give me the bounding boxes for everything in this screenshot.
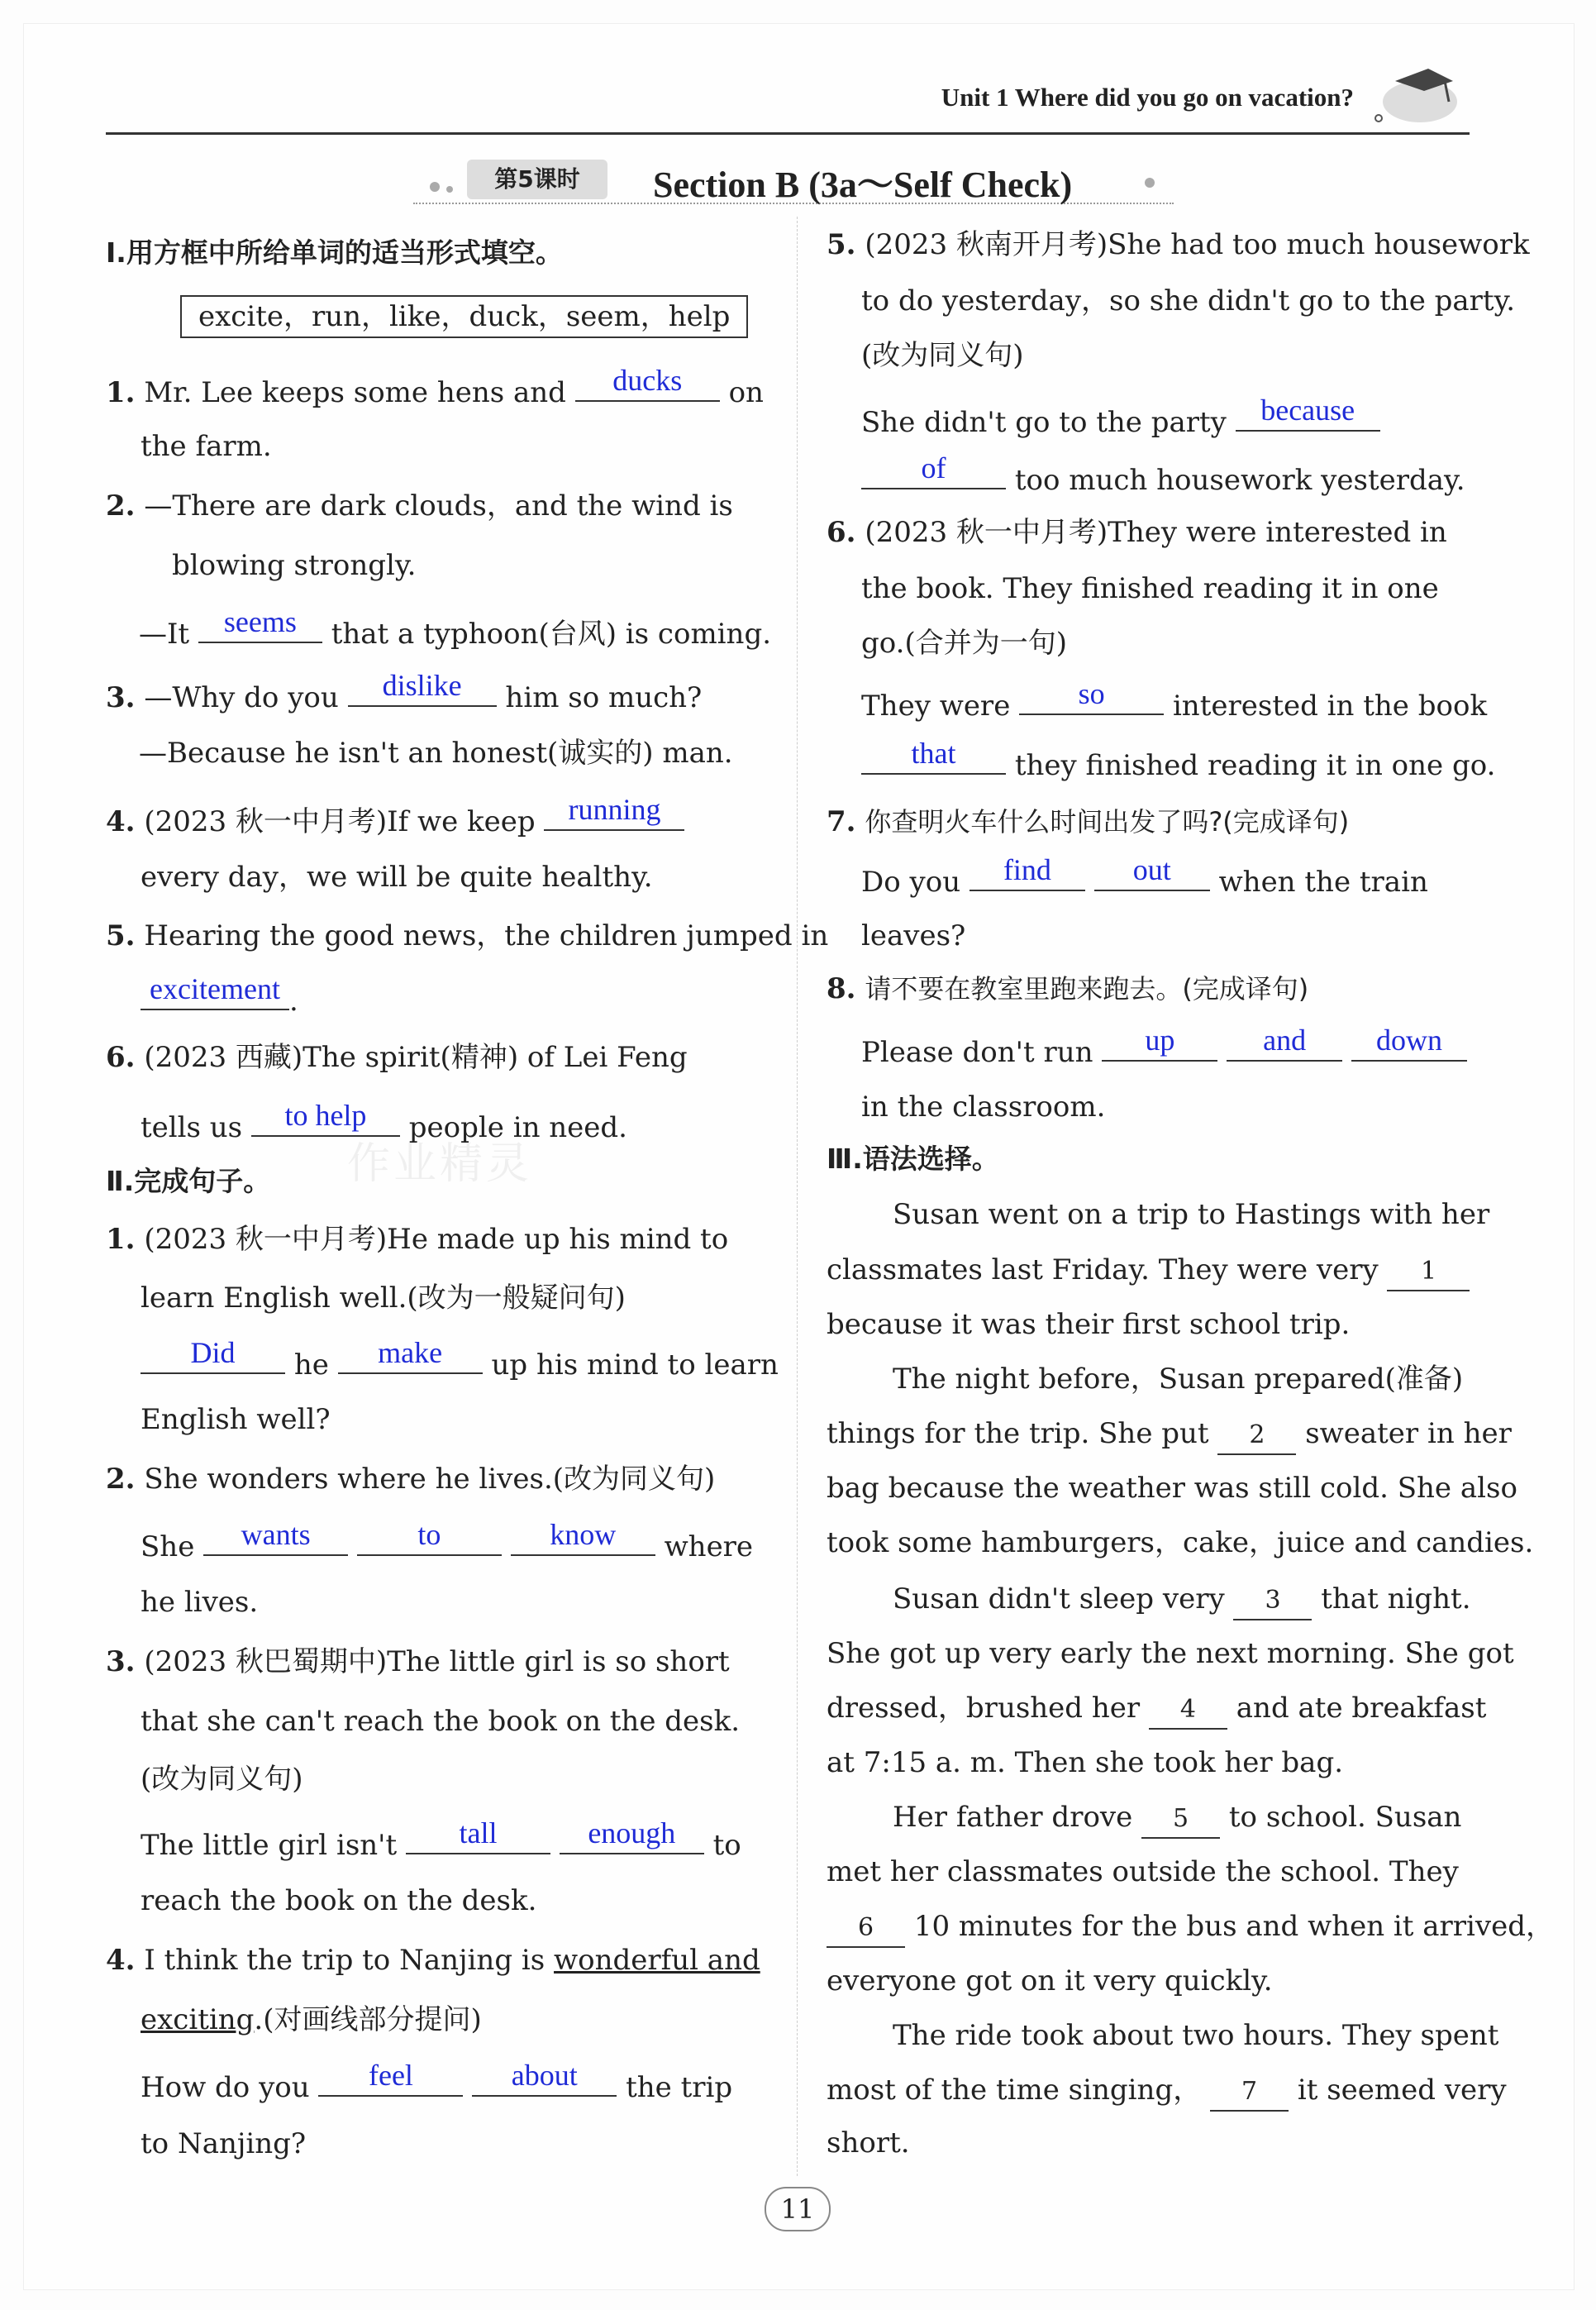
q2-line3: —It seems that a typhoon(台风) is coming. (139, 605, 772, 651)
passage-line: took some hamburgers，cake，juice and candies. (827, 1526, 1534, 1559)
q1-line: 1. Mr. Lee keeps some hens and ducks on (106, 364, 764, 409)
s2-line: 2. She wonders where he lives.(改为同义句) (106, 1463, 716, 1496)
s1-line3: Did he make up his mind to learn (106, 1343, 779, 1383)
s3-line5: reach the book on the desk. (141, 1884, 537, 1917)
grammar-blank[interactable]: 3 (1233, 1582, 1312, 1620)
answer-blank[interactable]: seems (198, 612, 322, 643)
dot-decoration (430, 182, 440, 192)
s1-line: 1. (2023 秋一中月考)He made up his mind to (106, 1223, 729, 1256)
dot-decoration (446, 186, 453, 193)
part2-heading: Ⅱ.完成句子。 (106, 1165, 271, 1197)
passage-line: bag because the weather was still cold. She also (827, 1472, 1517, 1505)
s3-line: 3. (2023 秋巴蜀期中)The little girl is so short (106, 1645, 730, 1678)
q3-line2: —Because he isn't an honest(诚实的) man. (139, 737, 733, 770)
s5-line4: She didn't go to the party because (827, 400, 1380, 441)
s6-line2: the book. They finished reading it in one (861, 572, 1439, 605)
passage-line: Her father drove 5 to school. Susan (893, 1799, 1461, 1839)
s6-line4: They were so interested in the book (861, 677, 1488, 723)
s5-line2: to do yesterday，so she didn't go to the party. (861, 284, 1516, 317)
watermark: 作业精灵 (347, 1139, 533, 1189)
answer-blank[interactable]: down (1351, 1030, 1467, 1062)
s4-line2: exciting.(对画线部分提问) (141, 2003, 482, 2036)
passage-line: short. (827, 2126, 910, 2160)
graduate-cap-decoration-icon (1362, 56, 1470, 131)
s3-line2: that she can't reach the book on the desk. (141, 1705, 741, 1738)
s7-line3: leaves? (861, 919, 966, 952)
passage-line: The night before，Susan prepared(准备) (893, 1363, 1464, 1396)
q5-line2: excitement . (106, 979, 298, 1019)
answer-blank[interactable]: and (1227, 1030, 1342, 1062)
passage-line: most of the time singing， 7 it seemed very (827, 2072, 1507, 2112)
grammar-blank[interactable]: 7 (1210, 2074, 1289, 2112)
s1-line2: learn English well.(改为一般疑问句) (141, 1281, 626, 1315)
answer-blank[interactable]: to help (251, 1105, 400, 1137)
s2-line2: She wants to know where (141, 1518, 754, 1563)
passage-line: met her classmates outside the school. They (827, 1855, 1459, 1888)
answer-blank[interactable]: that (861, 743, 1006, 775)
s5-line3: (改为同义句) (861, 339, 1024, 372)
unit-title: Unit 1 Where did you go on vacation? (941, 83, 1354, 112)
answer-blank[interactable]: know (511, 1525, 655, 1556)
s6-line5: that they finished reading it in one go. (827, 743, 1495, 784)
passage-line: Susan went on a trip to Hastings with her (893, 1198, 1490, 1231)
answer-blank[interactable]: dislike (348, 675, 497, 707)
s4-line: 4. I think the trip to Nanjing is wonderful and (106, 1944, 760, 1977)
dot-decoration (1145, 178, 1155, 188)
passage-line: She got up very early the next morning. She got (827, 1637, 1514, 1670)
q4-line2: every day，we will be quite healthy. (141, 861, 653, 894)
passage-line: at 7:15 a. m. Then she took her bag. (827, 1746, 1344, 1779)
passage-line: everyone got on it very quickly. (827, 1964, 1273, 1997)
s6-line: 6. (2023 秋一中月考)They were interested in (827, 516, 1447, 549)
answer-blank[interactable]: feel (318, 2065, 463, 2097)
s7-line2: Do you find out when the train (861, 853, 1428, 899)
s4-line3: How do you feel about the trip (141, 2059, 733, 2104)
q2-line: 2. —There are dark clouds，and the wind is (106, 489, 733, 523)
s8-line3: in the classroom. (861, 1091, 1106, 1124)
answer-blank[interactable]: to (357, 1525, 502, 1556)
q1-line2: the farm. (141, 430, 272, 463)
part3-heading: Ⅲ.语法选择。 (827, 1143, 999, 1175)
s2-line3: he lives. (141, 1586, 259, 1619)
q2-line2: blowing strongly. (172, 549, 417, 582)
section-header (413, 153, 1174, 204)
passage-line: 6 10 minutes for the bus and when it arrived， (827, 1908, 1554, 1948)
grammar-blank[interactable]: 5 (1141, 1801, 1220, 1839)
answer-blank[interactable]: find (970, 860, 1085, 891)
answer-blank[interactable]: make (338, 1343, 483, 1374)
grammar-blank[interactable]: 1 (1387, 1253, 1470, 1291)
s8-line2: Please don't run up and down (827, 1030, 1467, 1071)
s4-line4: to Nanjing? (141, 2127, 307, 2160)
page-number: 11 (744, 2187, 851, 2228)
answer-blank[interactable]: Did (141, 1343, 285, 1374)
section-title: Section B (3a～Self Check) (653, 165, 1073, 205)
s5-line: 5. (2023 秋南开月考)She had too much housework (827, 228, 1530, 261)
s7-line: 7. 你查明火车什么时间出发了吗?(完成译句) (827, 805, 1350, 838)
word-box-line (180, 295, 748, 338)
answer-blank[interactable]: wants (203, 1525, 348, 1556)
answer-blank[interactable]: enough (560, 1823, 704, 1854)
answer-blank[interactable]: excitement (141, 979, 289, 1010)
answer-blank[interactable]: tall (406, 1823, 550, 1854)
lesson-badge: 第5课时 (467, 160, 607, 199)
grammar-blank[interactable]: 6 (827, 1910, 905, 1948)
page-header (106, 73, 1470, 135)
grammar-blank[interactable]: 4 (1149, 1692, 1227, 1730)
answer-blank[interactable]: out (1094, 860, 1210, 891)
column-divider (797, 217, 798, 2176)
passage-line: classmates last Friday. They were very 1 (827, 1252, 1470, 1291)
passage-line: dressed，brushed her 4 and ate breakfast (827, 1690, 1486, 1730)
grammar-blank[interactable]: 2 (1217, 1417, 1296, 1455)
q4-line: 4. (2023 秋一中月考)If we keep running (106, 799, 684, 840)
q5-line: 5. Hearing the good news，the children jumped in (106, 919, 829, 952)
s6-line3: go.(合并为一句) (861, 627, 1067, 660)
s8-line: 8. 请不要在教室里跑来跑去。(完成译句) (827, 972, 1309, 1005)
q6-line2: tells us to help people in need. (141, 1099, 627, 1144)
answer-blank[interactable]: of (861, 458, 1006, 489)
s5-line5: of too much housework yesterday. (827, 458, 1465, 499)
passage-line: Susan didn't sleep very 3 that night. (893, 1581, 1471, 1620)
answer-blank[interactable]: up (1102, 1030, 1217, 1062)
answer-blank[interactable]: so (1019, 684, 1164, 715)
s3-line4: The little girl isn't tall enough to (141, 1816, 741, 1862)
word-box: excite，run，like，duck，seem，help (180, 295, 748, 338)
answer-blank[interactable]: about (472, 2065, 617, 2097)
answer-blank[interactable]: because (1236, 400, 1380, 432)
passage-line: things for the trip. She put 2 sweater in her (827, 1415, 1512, 1455)
q6-line: 6. (2023 西藏)The spirit(精神) of Lei Feng (106, 1041, 688, 1074)
answer-blank[interactable]: ducks (575, 370, 720, 402)
s3-line3: (改为同义句) (141, 1763, 303, 1796)
answer-blank[interactable]: running (544, 799, 684, 831)
s1-line4: English well? (141, 1403, 331, 1436)
passage-line: because it was their first school trip. (827, 1308, 1351, 1341)
part1-heading: Ⅰ.用方框中所给单词的适当形式填空。 (106, 236, 563, 269)
q3-line: 3. —Why do you dislike him so much? (106, 669, 703, 714)
passage-line: The ride took about two hours. They spent (893, 2019, 1499, 2052)
